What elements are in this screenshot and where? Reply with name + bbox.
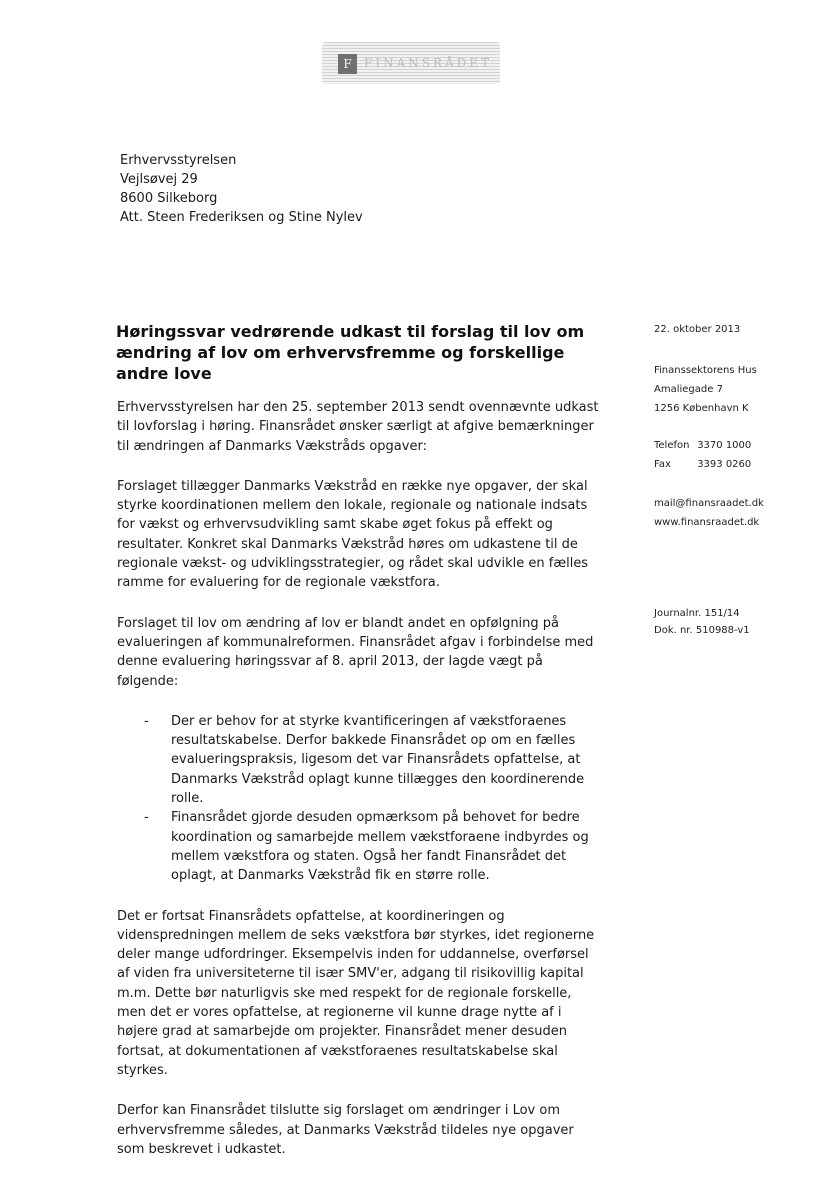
bullet-marker: - xyxy=(144,713,149,729)
recipient-name: Erhvervsstyrelsen xyxy=(120,153,237,168)
phone-label: Telefon xyxy=(654,440,690,451)
letterhead-logo xyxy=(322,42,500,84)
bullet-text: Finansrådet gjorde desuden opmærksom på behovet for bedre koordination og samarbejde mellem vækstforaene indbyrdes og mellem vækstfora og staten. Også her fandt Finansrådet det oplagt, at Danmarks Vækstråd fik en større rolle. xyxy=(171,810,589,884)
recipient-attention: Att. Steen Frederiksen og Stine Nylev xyxy=(120,210,363,225)
letter-subject: Høringssvar vedrørende udkast til forslag til lov om ændring af lov om erhvervsfremme og forskellige andre love xyxy=(116,322,585,383)
letter-body xyxy=(117,398,604,1180)
body-paragraph: Derfor kan Finansrådet tilslutte sig forslaget om ændringer i Lov om erhvervsfremme således, at Danmarks Vækstråd tildeles nye opgaver som beskrevet i udkastet. xyxy=(117,1103,574,1157)
journal-number: Journalnr. 151/14 xyxy=(654,608,740,619)
document-number: Dok. nr. 510988-v1 xyxy=(654,625,750,636)
recipient-street: Vejlsøvej 29 xyxy=(120,172,198,187)
recipient-city: 8600 Silkeborg xyxy=(120,191,218,206)
sender-website: www.finansraadet.dk xyxy=(654,517,760,528)
body-paragraph: Forslaget tillægger Danmarks Vækstråd en række nye opgaver, der skal styrke koordinationen mellem den lokale, regionale og nationale indsats for vækst og erhvervsudvikling samt skabe øget fokus på effekt og resultater. Konkret skal Danmarks Vækstråd høres om udkastene til de regionale vækst- og udviklingsstrategier, og rådet skal udvikle en fælles ramme for evaluering for de regionale vækstfora. xyxy=(117,478,589,591)
phone-line xyxy=(654,436,751,455)
sender-address xyxy=(654,361,757,418)
body-paragraph: Det er fortsat Finansrådets opfattelse, at koordineringen og videnspredningen mellem de seks vækstfora bør styrkes, idet regionerne deler mange udfordringer. Eksempelvis inden for uddannelse, overførsel af viden fra universiteterne til især SMV'er, adgang til risikovillig kapital m.m. Dette bør naturligvis ske med respekt for de regionale forskelle, men det er vores opfattelse, at regionerne vil kunne drage nytte af i højere grad at samarbejde om projekter. Finansrådet mener desuden fortsat, at dokumentationen af vækstforaenes resultatskabelse skal styrkes. xyxy=(117,908,595,1078)
sender-online xyxy=(654,494,764,532)
bullet-marker: - xyxy=(144,810,149,826)
sender-contact xyxy=(654,436,751,474)
sender-street: Amaliegade 7 xyxy=(654,384,723,395)
sender-city: 1256 København K xyxy=(654,403,749,414)
body-paragraph: Forslaget til lov om ændring af lov er blandt andet en opfølgning på evalueringen af kommunalreformen. Finansrådet afgav i forbindelse med denne evaluering høringssvar af 8. april 2013, der lagde vægt på følgende: xyxy=(117,615,594,689)
sender-org: Finanssektorens Hus xyxy=(654,365,757,376)
fax-number: 3393 0260 xyxy=(697,459,752,470)
logo-mark: F xyxy=(338,54,357,74)
logo-wordmark: FINANSRÅDET xyxy=(364,56,493,70)
letter-date: 22. oktober 2013 xyxy=(654,324,741,335)
bullet-list xyxy=(117,712,604,886)
recipient-address xyxy=(120,151,363,227)
phone-number: 3370 1000 xyxy=(697,440,752,451)
bullet-item xyxy=(117,808,604,885)
document-reference xyxy=(654,605,750,639)
bullet-text: Der er behov for at styrke kvantificeringen af vækstforaenes resultatskabelse. Derfor bakkede Finansrådet op om en fælles evalueringspraksis, ligesom det var Finansrådets opfattelse, at Danmarks Vækstråd oplagt kunne tillægges den koordinerende rolle. xyxy=(171,713,585,807)
body-paragraph: Erhvervsstyrelsen har den 25. september 2013 sendt ovennævnte udkast til lovforslag i høring. Finansrådet ønsker særligt at afgive bemærkninger til ændringen af Danmarks Vækstråds opgaver: xyxy=(117,400,599,454)
fax-label: Fax xyxy=(654,459,671,470)
fax-line xyxy=(654,455,751,474)
sender-email: mail@finansraadet.dk xyxy=(654,498,764,509)
bullet-item xyxy=(117,712,604,808)
